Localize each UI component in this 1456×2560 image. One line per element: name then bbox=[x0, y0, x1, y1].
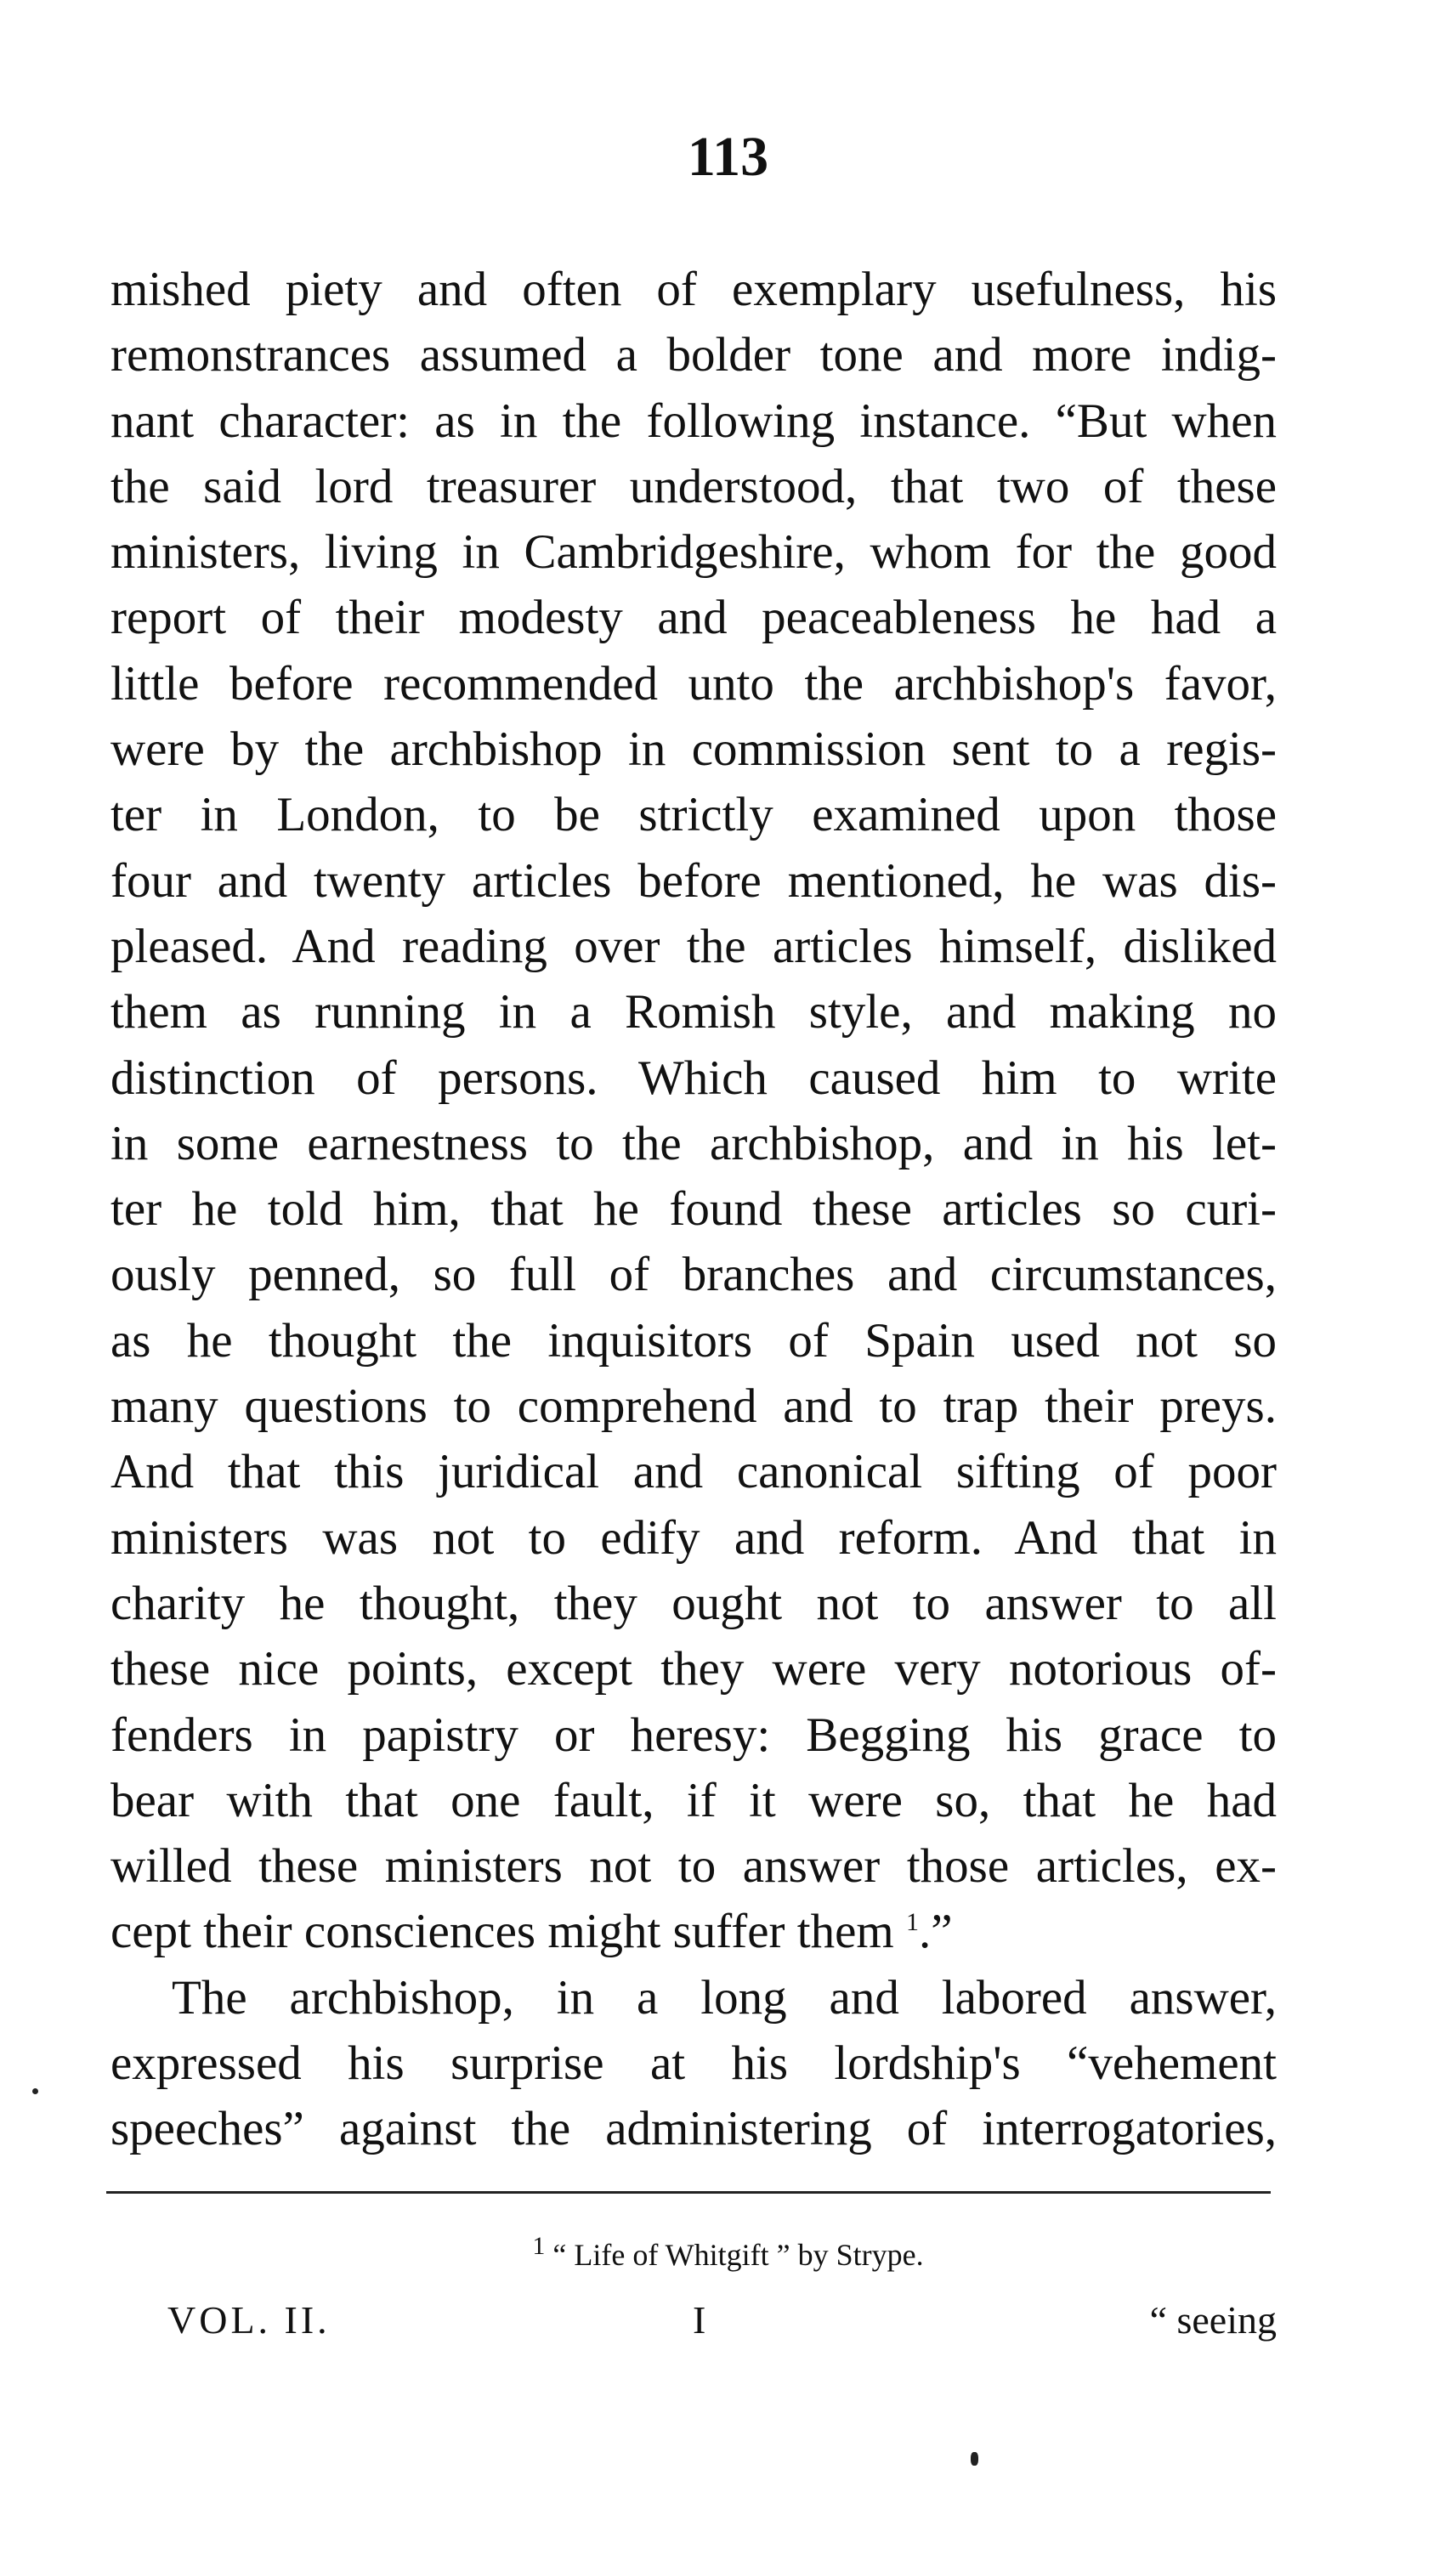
text-line-part: cept their consciences might suffer them bbox=[110, 1905, 906, 1959]
signature-mark: I bbox=[693, 2298, 706, 2342]
text-line: in some earnestness to the archbishop, and in his let- bbox=[110, 1116, 1277, 1170]
text-line: nant character: as in the following instance. “But when bbox=[110, 394, 1277, 448]
text-line: ously penned, so full of branches and circumstances, bbox=[110, 1248, 1277, 1302]
text-line: many questions to comprehend and to trap their preys. bbox=[110, 1379, 1277, 1434]
text-line: remonstrances assumed a bolder tone and more indig- bbox=[110, 328, 1277, 382]
text-line: these nice points, except they were very notorious of- bbox=[110, 1642, 1277, 1696]
text-line: ter in London, to be strictly examined upon those bbox=[110, 788, 1277, 842]
page-number: 113 bbox=[687, 126, 769, 188]
text-line: ministers was not to edify and reform. And that in bbox=[110, 1510, 1277, 1565]
text-line: charity he thought, they ought not to answer to all bbox=[110, 1576, 1277, 1630]
text-line: were by the archbishop in commission sent to a regis- bbox=[110, 722, 1277, 777]
footnote-number: 1 bbox=[532, 2232, 546, 2260]
text-line: as he thought the inquisitors of Spain used not so bbox=[110, 1313, 1277, 1368]
volume-signature: VOL. II. bbox=[167, 2298, 331, 2342]
text-line: And that this juridical and canonical sifting of poor bbox=[110, 1445, 1277, 1499]
footnote-rule bbox=[106, 2191, 1271, 2194]
footnote-text: “ Life of Whitgift ” by Strype. bbox=[545, 2238, 924, 2272]
ink-speck bbox=[32, 2088, 38, 2094]
text-line: ter he told him, that he found these articles so curi- bbox=[110, 1182, 1277, 1237]
text-line: ministers, living in Cambridgeshire, whom for the good bbox=[110, 525, 1277, 580]
text-line: pleased. And reading over the articles himself, disliked bbox=[110, 919, 1277, 973]
text-line: four and twenty articles before mentioned, he was dis- bbox=[110, 853, 1277, 908]
text-line-with-note bbox=[110, 1899, 1277, 1964]
text-line-part: .” bbox=[918, 1905, 953, 1959]
footnote-reference: 1 bbox=[905, 1908, 919, 1937]
text-line: The archbishop, in a long and labored answer, bbox=[172, 1970, 1277, 2025]
text-line: willed these ministers not to answer those articles, ex- bbox=[110, 1839, 1277, 1894]
text-line: distinction of persons. Which caused him to write bbox=[110, 1051, 1277, 1105]
text-line: report of their modesty and peaceableness he had a bbox=[110, 591, 1277, 645]
catchword: “ seeing bbox=[1149, 2298, 1277, 2342]
body-text bbox=[110, 257, 1277, 2162]
text-line: little before recommended unto the archbishop's favor, bbox=[110, 656, 1277, 711]
text-line: mished piety and often of exemplary usefulness, his bbox=[110, 263, 1277, 316]
ink-speck bbox=[971, 2452, 978, 2466]
text-line: them as running in a Romish style, and making no bbox=[110, 985, 1277, 1039]
text-line: fenders in papistry or heresy: Begging his grace to bbox=[110, 1708, 1277, 1762]
text-line: expressed his surprise at his lordship's “vehement bbox=[110, 2036, 1277, 2091]
text-line: the said lord treasurer understood, that two of these bbox=[110, 459, 1277, 513]
text-line: bear with that one fault, if it were so, that he had bbox=[110, 1773, 1277, 1827]
footnote bbox=[0, 2234, 1456, 2276]
text-line: speeches” against the administering of interrogatories, bbox=[110, 2102, 1277, 2156]
